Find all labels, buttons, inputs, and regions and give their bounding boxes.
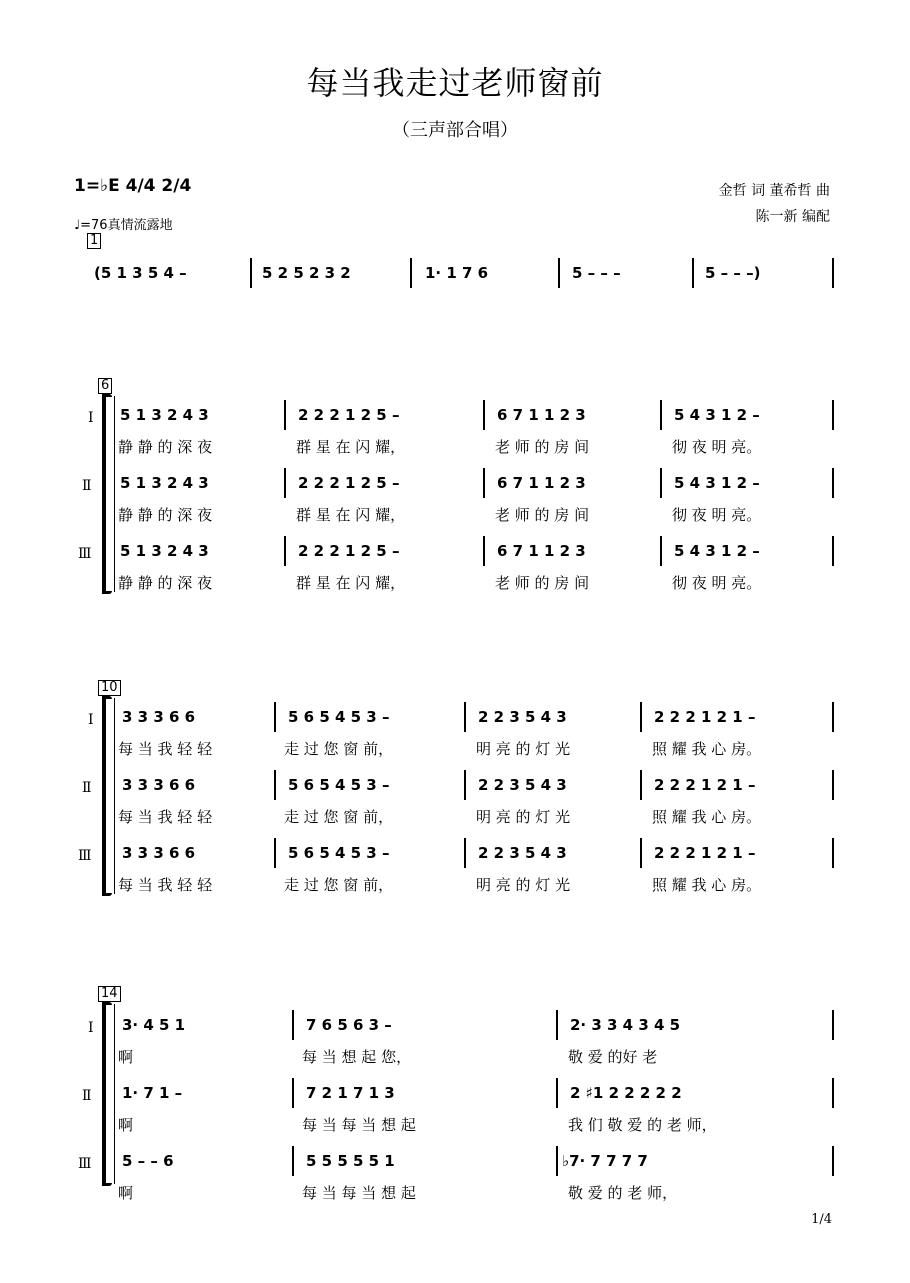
staff-row xyxy=(0,406,910,426)
measure: 2 2 3 5 4 3 xyxy=(478,776,567,794)
measure: 6 7 1 1 2 3 xyxy=(497,474,586,492)
measure: 2 2 2 1 2 1 – xyxy=(654,844,756,862)
lyrics-row xyxy=(0,1046,910,1066)
bar-line xyxy=(250,258,252,288)
measure: 7 6 5 6 3 – xyxy=(306,1016,392,1034)
bar-line xyxy=(832,1010,834,1040)
measure-number-box: 6 xyxy=(98,378,112,394)
bar-line xyxy=(558,258,560,288)
bar-line xyxy=(284,536,286,566)
staff-row xyxy=(0,1084,910,1104)
measure: 5 4 3 1 2 – xyxy=(674,406,760,424)
bar-line xyxy=(483,468,485,498)
bar-line xyxy=(292,1010,294,1040)
bar-line xyxy=(556,1078,558,1108)
lyric: 我 们 敬 爱 的 老 师， xyxy=(568,1116,717,1134)
bar-line xyxy=(640,838,642,868)
bar-line xyxy=(832,702,834,732)
lyric: 啊 xyxy=(118,1048,134,1066)
bar-line xyxy=(660,536,662,566)
measure: 5 4 3 1 2 – xyxy=(674,474,760,492)
measure: 7 2 1 7 1 3 xyxy=(306,1084,395,1102)
measure: 5 1 3 2 4 3 xyxy=(120,542,209,560)
lyric: 群 星 在 闪 耀， xyxy=(296,506,406,524)
key-signature: 1=♭E 4/4 2/4 xyxy=(74,176,192,196)
bar-line xyxy=(292,1078,294,1108)
measure: 5 5 5 5 5 1 xyxy=(306,1152,395,1170)
voice-label: Ⅰ xyxy=(88,712,94,728)
bar-line xyxy=(640,702,642,732)
lyric: 走 过 您 窗 前， xyxy=(284,876,394,894)
measure-number-box: 10 xyxy=(98,680,121,696)
voice-label: Ⅲ xyxy=(78,1156,92,1172)
lyric: 敬 爱 的好 老 xyxy=(568,1048,658,1066)
bar-line xyxy=(284,468,286,498)
lyric: 啊 xyxy=(118,1184,134,1202)
measure: 5 6 5 4 5 3 – xyxy=(288,708,390,726)
lyric: 明 亮 的 灯 光 xyxy=(476,876,571,894)
bar-line xyxy=(832,838,834,868)
lyric: 彻 夜 明 亮。 xyxy=(672,506,762,524)
measure: 5 – – 6 xyxy=(122,1152,174,1170)
measure: 2 2 2 1 2 5 – xyxy=(298,542,400,560)
bar-line xyxy=(274,838,276,868)
lyrics-row xyxy=(0,504,910,524)
measure: 1· 7 1 – xyxy=(122,1084,183,1102)
measure: 3· 4 5 1 xyxy=(122,1016,186,1034)
measure: 5 1 3 2 4 3 xyxy=(120,474,209,492)
lyric: 静 静 的 深 夜 xyxy=(118,506,213,524)
measure: 3 3 3 6 6 xyxy=(122,776,196,794)
bar-line xyxy=(832,536,834,566)
bar-line xyxy=(483,400,485,430)
lyric: 每 当 每 当 想 起 xyxy=(302,1116,416,1134)
staff-row xyxy=(0,844,910,864)
bar-line xyxy=(692,258,694,288)
staff-row xyxy=(0,542,910,562)
measure-number-box: 1 xyxy=(87,233,101,249)
staff-row xyxy=(0,1152,910,1172)
measure: 5 2 5 2 3 2 xyxy=(262,264,351,282)
lyric: 照 耀 我 心 房。 xyxy=(652,876,762,894)
measure: 6 7 1 1 2 3 xyxy=(497,406,586,424)
lyric: 老 师 的 房 间 xyxy=(495,506,590,524)
bar-line xyxy=(464,770,466,800)
measure: 2 2 2 1 2 5 – xyxy=(298,474,400,492)
credits xyxy=(719,178,830,230)
page-number: 1/4 xyxy=(811,1212,832,1227)
measure: 2 2 2 1 2 1 – xyxy=(654,708,756,726)
lyric: 每 当 我 轻 轻 xyxy=(118,740,213,758)
lyric: 明 亮 的 灯 光 xyxy=(476,808,571,826)
page-title: 每当我走过老师窗前 xyxy=(306,64,604,102)
voice-label: Ⅲ xyxy=(78,546,92,562)
measure: 5 – – –) xyxy=(705,264,761,282)
bar-line xyxy=(556,1010,558,1040)
measure: 2 2 2 1 2 5 – xyxy=(298,406,400,424)
staff-row xyxy=(0,1016,910,1036)
lyrics-row xyxy=(0,436,910,456)
measure: 2 2 3 5 4 3 xyxy=(478,708,567,726)
lyric: 群 星 在 闪 耀， xyxy=(296,574,406,592)
lyric: 老 师 的 房 间 xyxy=(495,574,590,592)
lyric: 每 当 我 轻 轻 xyxy=(118,876,213,894)
measure: 5 6 5 4 5 3 – xyxy=(288,844,390,862)
bar-line xyxy=(832,400,834,430)
voice-label: Ⅱ xyxy=(82,780,92,796)
lyrics-row xyxy=(0,1182,910,1202)
lyric: 走 过 您 窗 前， xyxy=(284,808,394,826)
bar-line xyxy=(832,1146,834,1176)
staff-row xyxy=(0,776,910,796)
voice-label: Ⅱ xyxy=(82,1088,92,1104)
bar-line xyxy=(292,1146,294,1176)
lyric: 彻 夜 明 亮。 xyxy=(672,574,762,592)
measure: 1· 1 7 6 xyxy=(425,264,489,282)
lyric: 静 静 的 深 夜 xyxy=(118,438,213,456)
lyric: 敬 爱 的 老 师， xyxy=(568,1184,678,1202)
measure-number-box: 14 xyxy=(98,986,121,1002)
voice-label: Ⅰ xyxy=(88,410,94,426)
intro-staff xyxy=(0,264,910,284)
lyric: 每 当 想 起 您， xyxy=(302,1048,412,1066)
bar-line xyxy=(274,702,276,732)
bar-line xyxy=(274,770,276,800)
bar-line xyxy=(640,770,642,800)
bar-line xyxy=(660,400,662,430)
lyrics-row xyxy=(0,1114,910,1134)
bar-line xyxy=(483,536,485,566)
lyrics-row xyxy=(0,806,910,826)
bar-line xyxy=(832,258,834,288)
credits-arranger: 陈一新 编配 xyxy=(755,209,830,225)
lyrics-row xyxy=(0,874,910,894)
voice-label: Ⅱ xyxy=(82,478,92,494)
lyrics-row xyxy=(0,738,910,758)
measure: 5 6 5 4 5 3 – xyxy=(288,776,390,794)
bar-line xyxy=(410,258,412,288)
bar-line xyxy=(832,468,834,498)
measure: 2 ♯1 2 2 2 2 2 xyxy=(570,1084,682,1102)
measure: ♭7· 7 7 7 7 xyxy=(562,1152,648,1170)
bar-line xyxy=(464,702,466,732)
credits-lyricist-composer: 金哲 词 董希哲 曲 xyxy=(718,183,830,199)
lyric: 照 耀 我 心 房。 xyxy=(652,808,762,826)
measure: (5 1 3 5 4 – xyxy=(94,264,187,282)
measure: 2 2 2 1 2 1 – xyxy=(654,776,756,794)
staff-row xyxy=(0,708,910,728)
page-subtitle: （三声部合唱） xyxy=(392,120,518,141)
voice-label: Ⅲ xyxy=(78,848,92,864)
bar-line xyxy=(556,1146,558,1176)
lyric: 老 师 的 房 间 xyxy=(495,438,590,456)
tempo-marking: ♩=76真情流露地 xyxy=(74,218,173,233)
lyrics-row xyxy=(0,572,910,592)
measure: 5 – – – xyxy=(572,264,621,282)
lyric: 每 当 每 当 想 起 xyxy=(302,1184,416,1202)
bar-line xyxy=(832,770,834,800)
lyric: 彻 夜 明 亮。 xyxy=(672,438,762,456)
bar-line xyxy=(284,400,286,430)
lyric: 每 当 我 轻 轻 xyxy=(118,808,213,826)
lyric: 静 静 的 深 夜 xyxy=(118,574,213,592)
lyric: 照 耀 我 心 房。 xyxy=(652,740,762,758)
measure: 5 1 3 2 4 3 xyxy=(120,406,209,424)
lyric: 走 过 您 窗 前， xyxy=(284,740,394,758)
staff-row xyxy=(0,474,910,494)
bar-line xyxy=(464,838,466,868)
voice-label: Ⅰ xyxy=(88,1020,94,1036)
measure: 6 7 1 1 2 3 xyxy=(497,542,586,560)
lyric: 啊 xyxy=(118,1116,134,1134)
measure: 3 3 3 6 6 xyxy=(122,844,196,862)
measure: 5 4 3 1 2 – xyxy=(674,542,760,560)
lyric: 明 亮 的 灯 光 xyxy=(476,740,571,758)
measure: 2· 3 3 4 3 4 5 xyxy=(570,1016,681,1034)
measure: 3 3 3 6 6 xyxy=(122,708,196,726)
lyric: 群 星 在 闪 耀， xyxy=(296,438,406,456)
bar-line xyxy=(660,468,662,498)
measure: 2 2 3 5 4 3 xyxy=(478,844,567,862)
bar-line xyxy=(832,1078,834,1108)
